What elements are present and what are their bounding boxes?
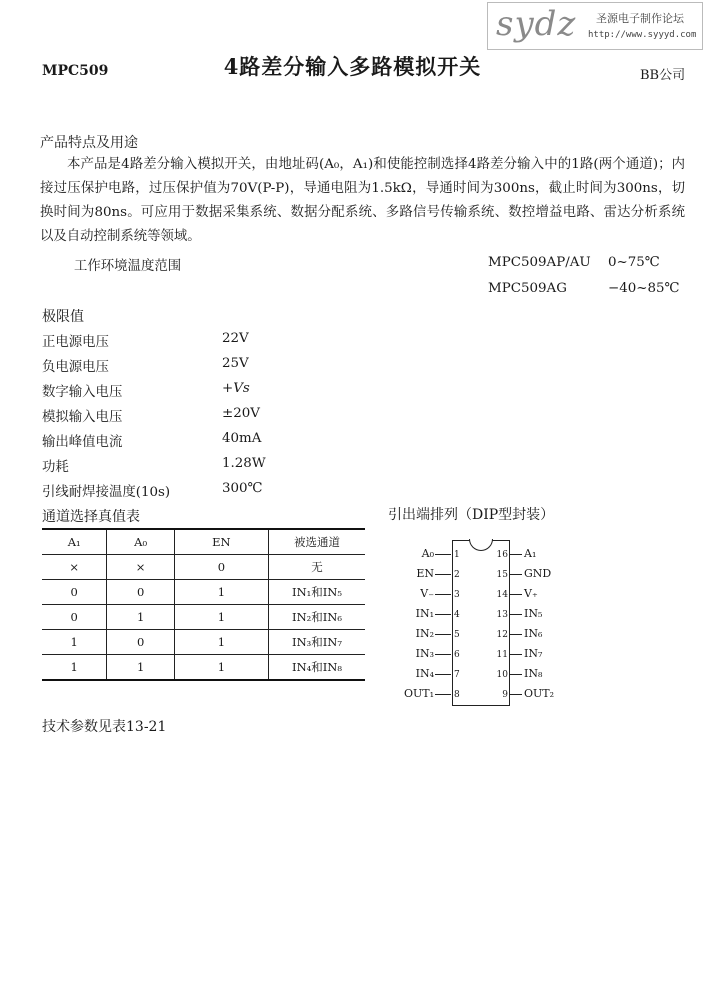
limit-value: 1.28W <box>222 456 266 471</box>
pin-label-left: IN₂ <box>415 627 434 640</box>
features-paragraph: 本产品是4路差分输入模拟开关，由地址码(A₀，A₁)和使能控制选择4路差分输入中的1路(两个通道)；内接过压保护电路，过压保护值为70V(P-P)，导通电阻为1.5kΩ，导通时间为300ns，截止时间为300ns，切换时间为80ns。可应用于数据采集系统、数据分配系统、多路信号传输系统、数控增益电路、雷达分析系统以及自动控制系统等领域。 <box>40 157 685 244</box>
ic-notch <box>469 539 493 551</box>
table-cell: 1 <box>42 655 107 681</box>
table-cell: × <box>42 555 107 580</box>
pin-lead <box>510 594 522 595</box>
pin-number-right: 14 <box>496 590 508 600</box>
pin-lead <box>435 694 451 695</box>
page-title: 4路差分输入多路模拟开关 <box>223 54 482 79</box>
table-cell: 0 <box>174 555 268 580</box>
pin-lead <box>510 654 522 655</box>
limit-value: 40mA <box>222 431 262 446</box>
pin-label-left: IN₃ <box>415 647 434 660</box>
pin-lead <box>435 634 451 635</box>
range-temp: 0~75℃ <box>608 255 660 270</box>
pin-label-right: IN₇ <box>524 647 543 660</box>
watermark-logo: sydz <box>496 4 577 44</box>
pin-lead <box>435 654 451 655</box>
pin-number-right: 16 <box>496 550 508 560</box>
table-cell: 0 <box>107 630 174 655</box>
table-cell: 1 <box>107 655 174 681</box>
pin-lead <box>510 694 522 695</box>
pin-label-left: V₋ <box>420 587 434 600</box>
table-row <box>42 555 365 580</box>
range-model: MPC509AG <box>488 281 567 296</box>
pin-number-left: 4 <box>454 610 460 620</box>
pin-label-right: OUT₂ <box>524 687 555 700</box>
table-cell: 无 <box>269 555 366 580</box>
pin-lead <box>435 554 451 555</box>
column-header: A₁ <box>42 529 107 555</box>
pin-number-left: 1 <box>454 550 460 560</box>
table-cell: 1 <box>174 655 268 681</box>
pin-number-right: 13 <box>496 610 508 620</box>
table-row <box>42 605 365 630</box>
pin-label-right: V₊ <box>524 587 538 600</box>
table-row <box>42 655 365 681</box>
limit-label: 功耗 <box>42 460 69 475</box>
pin-lead <box>510 554 522 555</box>
pin-number-left: 3 <box>454 590 460 600</box>
pin-lead <box>510 674 522 675</box>
column-header: 被选通道 <box>269 529 366 555</box>
truth-table <box>42 528 365 681</box>
pin-label-left: OUT₁ <box>403 687 434 700</box>
limit-value: 22V <box>222 331 249 346</box>
pin-number-left: 8 <box>454 690 460 700</box>
limit-label: 输出峰值电流 <box>42 435 123 450</box>
column-header: A₀ <box>107 529 174 555</box>
pin-number-left: 7 <box>454 670 460 680</box>
table-cell: 1 <box>107 605 174 630</box>
pin-number-right: 10 <box>496 670 508 680</box>
limit-label: 数字输入电压 <box>42 385 123 400</box>
watermark-name: 圣源电子制作论坛 <box>596 12 684 25</box>
limit-value: ±20V <box>222 406 260 421</box>
table-row <box>42 630 365 655</box>
table-cell: IN₂和IN₆ <box>269 605 366 630</box>
pin-label-right: IN₅ <box>524 607 543 620</box>
pin-label-right: A₁ <box>524 547 537 560</box>
pin-label-right: IN₆ <box>524 627 543 640</box>
pin-number-left: 5 <box>454 630 460 640</box>
limit-value: 25V <box>222 356 249 371</box>
pin-number-right: 15 <box>496 570 508 580</box>
pin-lead <box>435 674 451 675</box>
range-model: MPC509AP/AU <box>488 255 591 270</box>
table-cell: 1 <box>174 605 268 630</box>
pin-label-left: A₀ <box>421 547 434 560</box>
pin-lead <box>435 574 451 575</box>
table-cell: 0 <box>42 605 107 630</box>
pin-label-left: IN₄ <box>415 667 434 680</box>
truth-table-heading: 通道选择真值表 <box>42 509 140 525</box>
pin-label-right: GND <box>524 567 552 580</box>
table-cell: IN₃和IN₇ <box>269 630 366 655</box>
limit-label: 正电源电压 <box>42 335 109 350</box>
pin-lead <box>435 594 451 595</box>
table-cell: 0 <box>107 580 174 605</box>
table-cell: 1 <box>42 630 107 655</box>
range-temp: −40~85℃ <box>608 281 680 296</box>
limit-value: +Vs <box>222 381 250 396</box>
limit-label: 引线耐焊接温度(10s) <box>42 485 171 500</box>
features-heading: 产品特点及用途 <box>40 135 138 151</box>
table-cell: IN₁和IN₅ <box>269 580 366 605</box>
pin-lead <box>510 574 522 575</box>
table-cell: 0 <box>42 580 107 605</box>
env-temp-label: 工作环境温度范围 <box>74 259 182 274</box>
manufacturer: BB公司 <box>640 68 686 83</box>
table-row <box>42 580 365 605</box>
pin-number-right: 12 <box>496 630 508 640</box>
limit-label: 模拟输入电压 <box>42 410 123 425</box>
pin-label-left: EN <box>416 567 434 580</box>
pin-lead <box>435 614 451 615</box>
table-cell: 1 <box>174 580 268 605</box>
table-cell: IN₄和IN₈ <box>269 655 366 681</box>
table-header-row <box>42 529 365 555</box>
pin-label-left: IN₁ <box>415 607 434 620</box>
limits-heading: 极限值 <box>42 309 84 325</box>
pinout-heading: 引出端排列（DIP型封装） <box>388 507 555 523</box>
watermark-url: http://www.syyyd.com <box>588 30 697 40</box>
pin-label-right: IN₈ <box>524 667 543 680</box>
table-cell: × <box>107 555 174 580</box>
model-number: MPC509 <box>42 63 109 79</box>
column-header: EN <box>174 529 268 555</box>
pin-lead <box>510 634 522 635</box>
table-cell: 1 <box>174 630 268 655</box>
pin-number-right: 11 <box>496 650 508 660</box>
limit-value: 300℃ <box>222 481 263 496</box>
pin-number-left: 2 <box>454 570 460 580</box>
limit-label: 负电源电压 <box>42 360 109 375</box>
pin-number-left: 6 <box>454 650 460 660</box>
pin-lead <box>510 614 522 615</box>
footer-note: 技术参数见表13-21 <box>42 719 167 735</box>
pin-number-right: 9 <box>502 690 508 700</box>
